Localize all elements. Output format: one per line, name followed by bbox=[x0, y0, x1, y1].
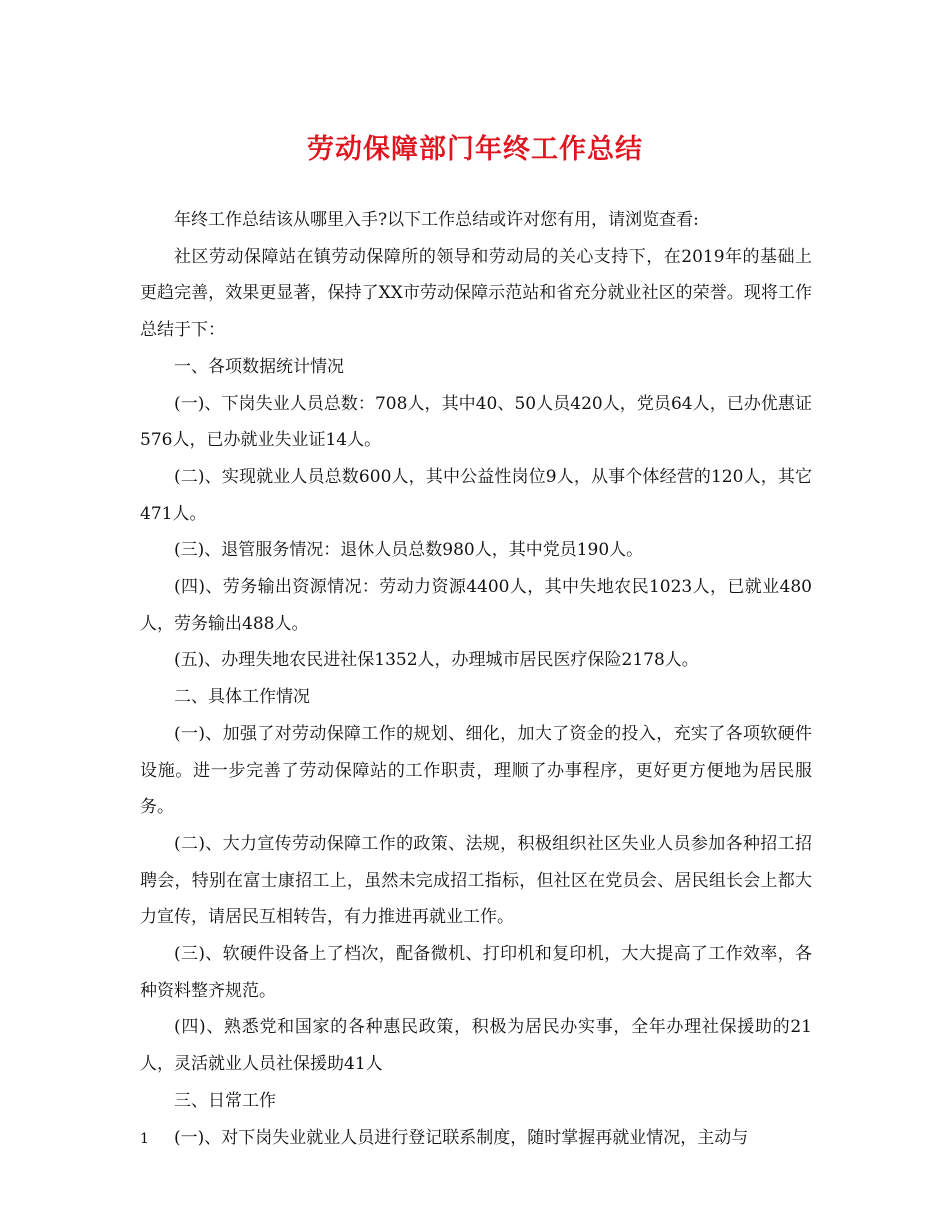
paragraph: (五)、办理失地农民进社保1352人，办理城市居民医疗保险2178人。 bbox=[174, 650, 699, 671]
section-heading: 一、各项数据统计情况 bbox=[174, 356, 344, 377]
paragraph: (一)、对下岗失业就业人员进行登记联系制度，随时掌握再就业情况，主动与 bbox=[174, 1127, 749, 1148]
paragraph: (四)、劳务输出资源情况：劳动力资源4400人，其中失地农民1023人，已就业480人，劳务输出488人。 bbox=[140, 577, 812, 634]
paragraph: (一)、加强了对劳动保障工作的规划、细化，加大了资金的投入，充实了各项软硬件设施。进一步完善了劳动保障站的工作职责，理顺了办事程序，更好更方便地为居民服务。 bbox=[140, 723, 812, 818]
paragraph: (四)、熟悉党和国家的各种惠民政策，积极为居民办实事，全年办理社保援助的21人，灵活就业人员社保援助41人 bbox=[140, 1017, 812, 1075]
document-body bbox=[140, 202, 812, 1156]
paragraph: (一)、下岗失业人员总数：708人，其中40、50人员420人，党员64人，已办优惠证576人，已办就业失业证14人。 bbox=[140, 393, 812, 451]
paragraph: (二)、实现就业人员总数600人，其中公益性岗位9人，从事个体经营的120人，其它471人。 bbox=[140, 466, 812, 524]
section-heading: 二、具体工作情况 bbox=[174, 687, 310, 708]
section-heading: 三、日常工作 bbox=[174, 1090, 276, 1111]
paragraph: 社区劳动保障站在镇劳动保障所的领导和劳动局的关心支持下，在2019年的基础上更趋完善，效果更显著，保持了XX市劳动保障示范站和省充分就业社区的荣誉。现将工作总结于下： bbox=[140, 246, 812, 341]
document-title: 劳动保障部门年终工作总结 bbox=[307, 134, 643, 165]
paragraph: (二)、大力宣传劳动保障工作的政策、法规，积极组织社区失业人员参加各种招工招聘会，特别在富士康招工上，虽然未完成招工指标，但社区在党员会、居民组长会上都大力宣传，请居民互相转告，有力推进再就业工作。 bbox=[140, 833, 812, 928]
paragraph: (三)、退管服务情况：退休人员总数980人，其中党员190人。 bbox=[174, 540, 644, 561]
page-number: 1 bbox=[140, 1131, 149, 1147]
paragraph: (三)、软硬件设备上了档次，配备微机、打印机和复印机，大大提高了工作效率，各种资料整齐规范。 bbox=[140, 944, 812, 1001]
paragraph-intro: 年终工作总结该从哪里入手?以下工作总结或许对您有用，请浏览查看: bbox=[174, 210, 699, 230]
